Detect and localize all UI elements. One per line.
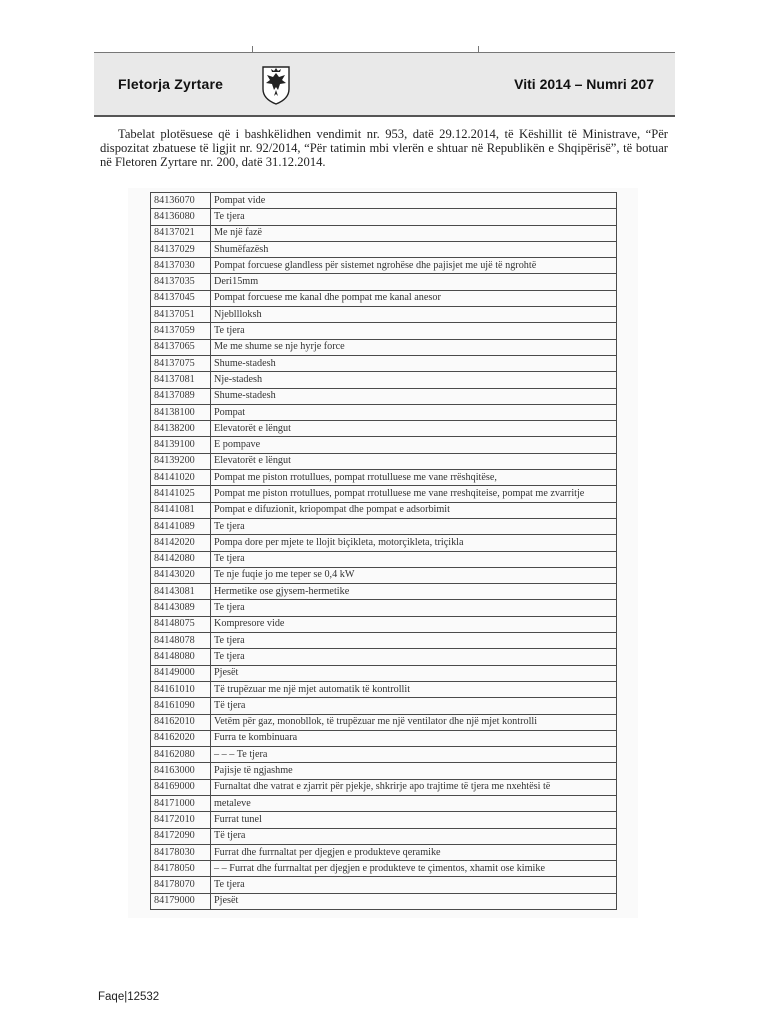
tariff-code-cell: 84172010 (151, 812, 211, 828)
description-cell: Pajisje të ngjashme (211, 763, 617, 779)
tariff-code-cell: 84141081 (151, 502, 211, 518)
table-row (151, 372, 617, 388)
table-row (151, 681, 617, 697)
table-row (151, 421, 617, 437)
table-row (151, 861, 617, 877)
tariff-code-cell: 84163000 (151, 763, 211, 779)
description-cell: Njebllloksh (211, 307, 617, 323)
description-cell: Pompa dore per mjete te llojit biçikleta, motorçikleta, triçikla (211, 535, 617, 551)
description-cell: Furrat dhe furrnaltat per djegjen e produkteve qeramike (211, 844, 617, 860)
albanian-eagle-emblem-icon (261, 63, 291, 105)
description-cell: – – Furrat dhe furrnaltat per djegjen e produkteve te çimentos, xhamit ose kimike (211, 861, 617, 877)
tariff-code-cell: 84162080 (151, 747, 211, 763)
description-cell: metaleve (211, 795, 617, 811)
tariff-code-cell: 84169000 (151, 779, 211, 795)
intro-text: Tabelat plotësuese që i bashkëlidhen vendimit nr. 953, datë 29.12.2014, të Këshillit të Ministrave, “Për dispozitat zbatuese të ligjit nr. 92/2014, “Për tatimin mbi vlerën e shtuar në Republikën e Shqipërisë”, të botuar në Fletoren Zyrtare nr. 200, datë 31.12.2014. (100, 127, 668, 169)
tariff-code-cell: 84149000 (151, 665, 211, 681)
description-cell: Elevatorët e lëngut (211, 421, 617, 437)
table-row (151, 763, 617, 779)
table-row (151, 241, 617, 257)
intro-paragraph (100, 127, 668, 169)
description-cell: Elevatorët e lëngut (211, 453, 617, 469)
tariff-code-cell: 84142080 (151, 551, 211, 567)
table-row (151, 453, 617, 469)
tariff-code-cell: 84137081 (151, 372, 211, 388)
description-cell: Te tjera (211, 518, 617, 534)
table-row (151, 698, 617, 714)
table-row (151, 404, 617, 420)
description-cell: Te tjera (211, 877, 617, 893)
description-cell: Te tjera (211, 209, 617, 225)
publication-title: Fletorja Zyrtare (118, 76, 224, 92)
tariff-code-cell: 84179000 (151, 893, 211, 909)
tariff-code-cell: 84143081 (151, 584, 211, 600)
table-row (151, 893, 617, 909)
description-cell: Pompat me piston rrotullues, pompat rrotulluese me vane rreshqiteise, pompat me zvarritje (211, 486, 617, 502)
table-row (151, 470, 617, 486)
description-cell: Furrat tunel (211, 812, 617, 828)
description-cell: Te tjera (211, 323, 617, 339)
table-row (151, 323, 617, 339)
description-cell: Pompat (211, 404, 617, 420)
table-row (151, 714, 617, 730)
issue-number: Viti 2014 – Numri 207 (514, 76, 654, 92)
tariff-code-cell: 84139100 (151, 437, 211, 453)
description-cell: Kompresore vide (211, 616, 617, 632)
tariff-code-cell: 84172090 (151, 828, 211, 844)
tariff-code-cell: 84162020 (151, 730, 211, 746)
table-row (151, 584, 617, 600)
tariff-code-cell: 84137075 (151, 355, 211, 371)
description-cell: Deri15mm (211, 274, 617, 290)
tariff-code-table (150, 192, 617, 910)
tariff-code-cell: 84161090 (151, 698, 211, 714)
tariff-code-cell: 84178050 (151, 861, 211, 877)
tariff-code-cell: 84148075 (151, 616, 211, 632)
tariff-code-cell: 84162010 (151, 714, 211, 730)
table-row (151, 730, 617, 746)
description-cell: Pjesët (211, 665, 617, 681)
description-cell: Me një fazë (211, 225, 617, 241)
description-cell: Pompat forcuese glandless për sistemet ngrohëse dhe pajisjet me ujë të ngrohtë (211, 258, 617, 274)
tariff-code-cell: 84136080 (151, 209, 211, 225)
description-cell: Të trupëzuar me një mjet automatik të kontrollit (211, 681, 617, 697)
table-row (151, 274, 617, 290)
table-row (151, 502, 617, 518)
description-cell: Pompat e difuzionit, kriopompat dhe pompat e adsorbimit (211, 502, 617, 518)
description-cell: Te nje fuqie jo me teper se 0,4 kW (211, 567, 617, 583)
table-row (151, 828, 617, 844)
description-cell: Hermetike ose gjysem-hermetike (211, 584, 617, 600)
description-cell: Pompat vide (211, 193, 617, 209)
description-cell: Të tjera (211, 698, 617, 714)
tariff-code-cell: 84137029 (151, 241, 211, 257)
table-row (151, 600, 617, 616)
page-number: Faqe|12532 (98, 991, 160, 1003)
description-cell: Me me shume se nje hyrje force (211, 339, 617, 355)
table-row (151, 258, 617, 274)
tariff-code-cell: 84142020 (151, 535, 211, 551)
description-cell: Pjesët (211, 893, 617, 909)
description-cell: – – – Te tjera (211, 747, 617, 763)
tariff-code-cell: 84148080 (151, 649, 211, 665)
table-row (151, 339, 617, 355)
table-row (151, 844, 617, 860)
table-row (151, 567, 617, 583)
tariff-code-cell: 84178070 (151, 877, 211, 893)
table-row (151, 795, 617, 811)
description-cell: Te tjera (211, 600, 617, 616)
description-cell: Te tjera (211, 649, 617, 665)
tariff-code-cell: 84136070 (151, 193, 211, 209)
table-row (151, 779, 617, 795)
table-row (151, 551, 617, 567)
table-row (151, 877, 617, 893)
description-cell: Furra te kombinuara (211, 730, 617, 746)
table-row (151, 290, 617, 306)
description-cell: Shumëfazësh (211, 241, 617, 257)
tariff-code-cell: 84137045 (151, 290, 211, 306)
tariff-code-cell: 84141025 (151, 486, 211, 502)
tariff-code-cell: 84139200 (151, 453, 211, 469)
tariff-code-cell: 84138100 (151, 404, 211, 420)
table-row (151, 747, 617, 763)
tariff-code-cell: 84137035 (151, 274, 211, 290)
table-row (151, 193, 617, 209)
tariff-code-cell: 84171000 (151, 795, 211, 811)
tariff-code-cell: 84141089 (151, 518, 211, 534)
table-row (151, 225, 617, 241)
tariff-code-cell: 84137059 (151, 323, 211, 339)
table-row (151, 307, 617, 323)
table-row (151, 355, 617, 371)
description-cell: Shume-stadesh (211, 355, 617, 371)
tariff-code-cell: 84137030 (151, 258, 211, 274)
tariff-code-cell: 84141020 (151, 470, 211, 486)
table-row (151, 649, 617, 665)
tariff-code-cell: 84143020 (151, 567, 211, 583)
table-row (151, 535, 617, 551)
table-row (151, 486, 617, 502)
table-row (151, 812, 617, 828)
description-cell: Shume-stadesh (211, 388, 617, 404)
tariff-code-cell: 84137051 (151, 307, 211, 323)
description-cell: Te tjera (211, 551, 617, 567)
description-cell: Pompat forcuese me kanal dhe pompat me kanal anesor (211, 290, 617, 306)
description-cell: Të tjera (211, 828, 617, 844)
tariff-code-cell: 84137021 (151, 225, 211, 241)
tariff-code-cell: 84137065 (151, 339, 211, 355)
description-cell: Nje-stadesh (211, 372, 617, 388)
description-cell: Te tjera (211, 633, 617, 649)
table-row (151, 518, 617, 534)
description-cell: E pompave (211, 437, 617, 453)
tariff-code-cell: 84178030 (151, 844, 211, 860)
table-row (151, 616, 617, 632)
table-row (151, 209, 617, 225)
description-cell: Pompat me piston rrotullues, pompat rrotulluese me vane rrëshqitëse, (211, 470, 617, 486)
table-row (151, 665, 617, 681)
description-cell: Vetëm për gaz, monobllok, të trupëzuar me një ventilator dhe një mjet kontrolli (211, 714, 617, 730)
description-cell: Furnaltat dhe vatrat e zjarrit për pjekje, shkrirje apo trajtime të tjera me nxehtësi të (211, 779, 617, 795)
tariff-code-cell: 84148078 (151, 633, 211, 649)
tariff-code-cell: 84137089 (151, 388, 211, 404)
table-row (151, 633, 617, 649)
tariff-code-cell: 84143089 (151, 600, 211, 616)
table-row (151, 388, 617, 404)
table-row (151, 437, 617, 453)
tariff-code-cell: 84161010 (151, 681, 211, 697)
tariff-code-cell: 84138200 (151, 421, 211, 437)
